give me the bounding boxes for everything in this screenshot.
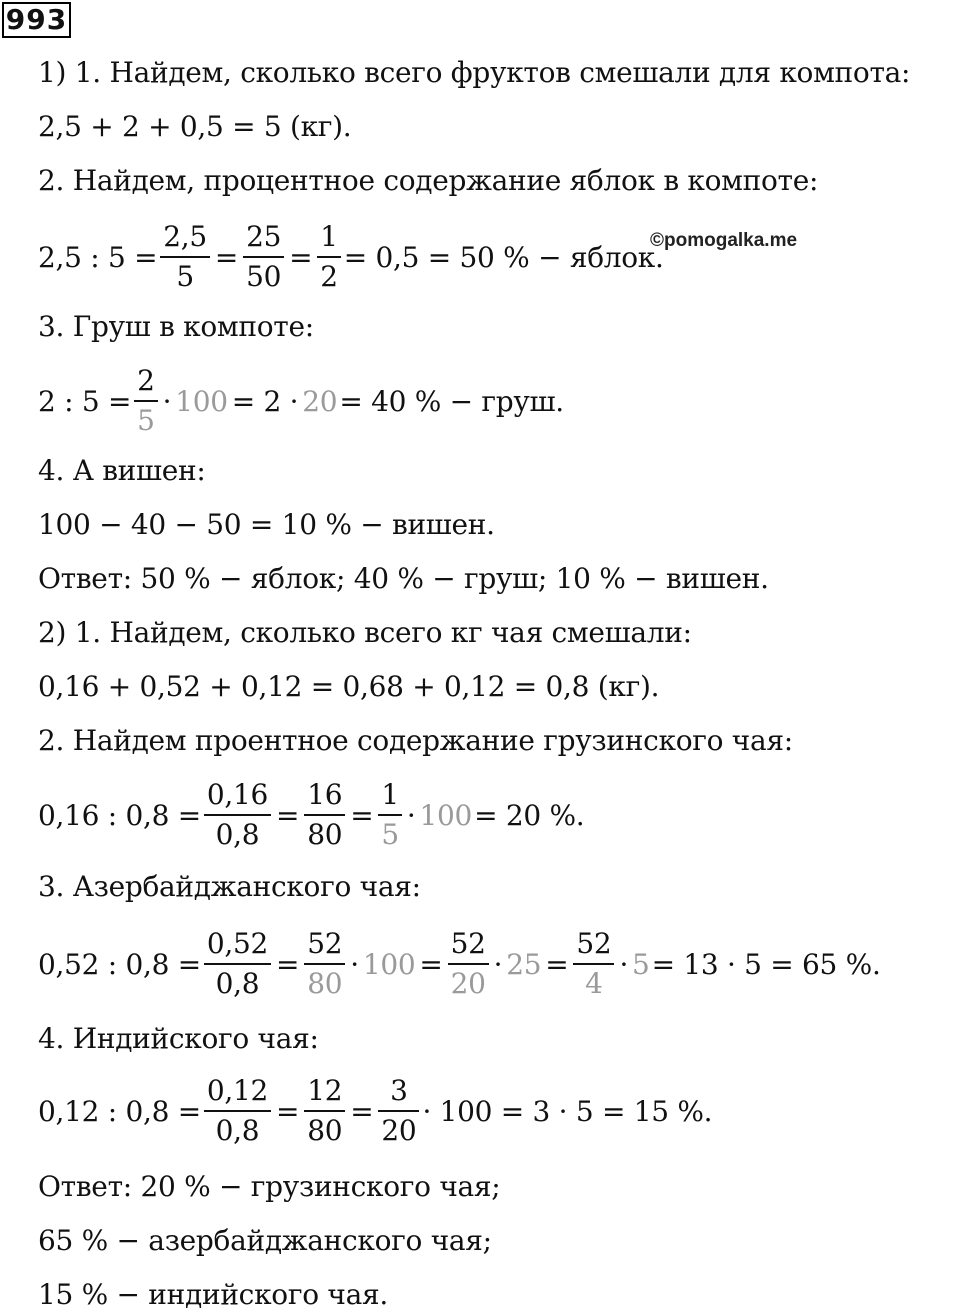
operator: · [619, 947, 629, 981]
task-number: 993 [2, 2, 71, 38]
denominator: 50 [246, 260, 282, 293]
text-line: 2,5 + 2 + 0,5 = 5 (кг). [38, 110, 352, 143]
denominator: 5 [381, 818, 399, 851]
equation-apples [38, 217, 664, 297]
operator: · [350, 947, 359, 981]
equation-tail: · 100 = 3 · 5 = 15 %. [422, 1094, 713, 1128]
denominator: 0,8 [215, 818, 260, 851]
denominator: 2 [320, 260, 338, 293]
operator: = [545, 947, 569, 981]
text-line: 3. Груш в компоте: [38, 310, 314, 343]
text-line: 100 − 40 − 50 = 10 % − вишен. [38, 508, 495, 541]
text-line: 2) 1. Найдем, сколько всего кг чая смешали: [38, 616, 692, 649]
denominator: 4 [585, 967, 603, 1000]
fraction [204, 927, 271, 1000]
equation-tail: = 13 · 5 = 65 %. [651, 947, 881, 981]
equation-azerbaijani [38, 924, 881, 1004]
equation-indian [38, 1071, 712, 1151]
equation-lead: 0,52 : 0,8 = [38, 947, 201, 981]
denominator: 80 [307, 1114, 343, 1147]
operator: = [289, 240, 313, 274]
denominator: 80 [307, 967, 343, 1000]
fraction [160, 220, 210, 293]
equation-tail: = 20 %. [474, 798, 585, 832]
helper-factor: 20 [302, 384, 338, 418]
denominator: 0,8 [215, 1114, 260, 1147]
text-line: 2. Найдем проентное содержание грузинского чая: [38, 724, 793, 757]
numerator: 12 [307, 1074, 343, 1107]
numerator: 0,16 [206, 778, 269, 811]
denominator: 20 [450, 967, 486, 1000]
fraction [304, 927, 345, 1000]
text-line: 1) 1. Найдем, сколько всего фруктов смешали для компота: [38, 56, 911, 89]
operator: = [350, 798, 374, 832]
numerator: 3 [390, 1074, 408, 1107]
fraction [243, 220, 284, 293]
numerator: 1 [320, 220, 338, 253]
fraction [304, 778, 345, 851]
numerator: 52 [307, 927, 343, 960]
answer-line: Ответ: 50 % − яблок; 40 % − груш; 10 % − вишен. [38, 562, 769, 595]
operator: = [276, 947, 300, 981]
operator: · [493, 947, 503, 981]
text-line: 2. Найдем, процентное содержание яблок в компоте: [38, 164, 819, 197]
operator: = [276, 798, 300, 832]
helper-factor: 100 [362, 947, 416, 981]
text-line: 4. Индийского чая: [38, 1022, 319, 1055]
denominator: 5 [176, 260, 194, 293]
equation-lead: 0,16 : 0,8 = [38, 798, 201, 832]
fraction [304, 1074, 345, 1147]
numerator: 52 [450, 927, 486, 960]
helper-factor: 100 [175, 384, 228, 418]
numerator: 52 [576, 927, 612, 960]
fraction [378, 778, 402, 851]
operator: · [162, 384, 172, 418]
text-line: 15 % − индийского чая. [38, 1278, 388, 1311]
fraction [573, 927, 614, 1000]
fraction [134, 364, 158, 437]
denominator: 20 [381, 1114, 417, 1147]
helper-factor: 5 [632, 947, 650, 981]
denominator: 5 [137, 404, 155, 437]
equation-lead: 2 : 5 = [38, 384, 132, 418]
equation-georgian [38, 775, 584, 855]
equation-pears [38, 361, 564, 441]
operator: = 2 · [231, 384, 299, 418]
operator: = [214, 240, 239, 274]
helper-factor: 100 [419, 798, 473, 832]
operator: = [350, 1094, 374, 1128]
helper-factor: 25 [506, 947, 542, 981]
numerator: 0,52 [206, 927, 269, 960]
fraction [204, 1074, 271, 1147]
operator: = [419, 947, 443, 981]
text-line: 4. А вишен: [38, 454, 206, 487]
operator: · [406, 798, 416, 832]
numerator: 1 [381, 778, 399, 811]
text-line: 0,16 + 0,52 + 0,12 = 0,68 + 0,12 = 0,8 (кг). [38, 670, 660, 703]
numerator: 25 [246, 220, 282, 253]
equation-lead: 2,5 : 5 = [38, 240, 158, 274]
fraction [448, 927, 489, 1000]
denominator: 0,8 [215, 967, 260, 1000]
answer-line: Ответ: 20 % − грузинского чая; [38, 1170, 501, 1203]
numerator: 2 [137, 364, 155, 397]
watermark: ©pomogalka.me [650, 230, 798, 251]
fraction [317, 220, 341, 293]
denominator: 80 [307, 818, 343, 851]
fraction [378, 1074, 419, 1147]
text-line: 3. Азербайджанского чая: [38, 870, 421, 903]
numerator: 0,12 [206, 1074, 269, 1107]
operator: = [276, 1094, 300, 1128]
equation-tail: = 0,5 = 50 % − яблок. [343, 240, 664, 274]
numerator: 2,5 [163, 220, 207, 253]
fraction [204, 778, 271, 851]
text-line: 65 % − азербайджанского чая; [38, 1224, 492, 1257]
numerator: 16 [307, 778, 343, 811]
equation-tail: = 40 % − груш. [339, 384, 564, 418]
equation-lead: 0,12 : 0,8 = [38, 1094, 201, 1128]
